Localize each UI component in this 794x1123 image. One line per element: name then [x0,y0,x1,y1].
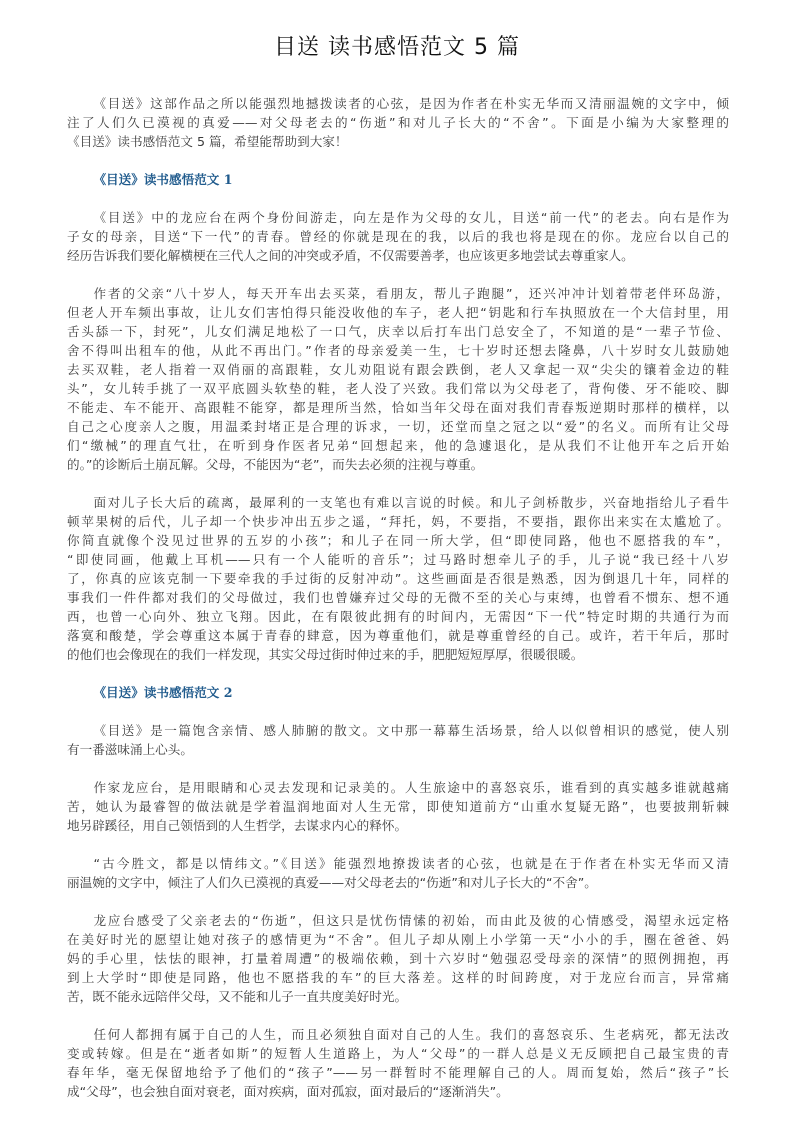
paragraph-line: 你简直就像个没见过世界的五岁的小孩”；和儿子在同一所大学，但“即使同路，他也不愿搭我的车”， [67,533,729,548]
paragraph [67,94,729,151]
paragraph-line: 成“父母”，也会独自面对衰老，面对疾病，面对孤寂，面对最后的“逐渐消失”。 [67,1084,509,1099]
paragraph [67,493,729,664]
document-body [67,94,729,1120]
paragraph-line: 变或转嫁。但是在“逝者如斯”的短暂人生道路上，为人“父母”的一群人总是义无反顾把自己最宝贵的青 [67,1046,729,1061]
paragraph-line: 顿苹果树的后代，儿子却一个快步冲出五步之遥，“拜托，妈，不要指，不要指，跟你出来实在太尴尬了。 [67,514,729,529]
paragraph-line: 丽温婉的文字中，倾注了人们久已漠视的真爱——对父母老去的“伤逝”和对儿子长大的“不舍”。 [67,875,597,890]
paragraph-line: 注了人们久已漠视的真爱——对父母老去的“伤逝”和对儿子长大的“不舍”。下面是小编为大家整理的 [67,115,729,130]
paragraph-line: 头”，女儿转手挑了一双平底圆头软垫的鞋，老人没了兴致。我们常以为父母老了，背佝偻、牙不能咬、脚 [67,381,729,396]
paragraph-line: 舍不得叫出租车的他，从此不再出门。”作者的母亲爱美一生，七十岁时还想去隆鼻，八十岁时女儿鼓励她 [67,343,729,358]
paragraph [67,1025,729,1101]
paragraph-line: “古今胜文，都是以情纬文。”《目送》能强烈地撩拨读者的心弦，也就是在于作者在朴实无华而又清 [93,856,729,871]
paragraph-line: 《目送》中的龙应台在两个身份间游走，向左是作为父母的女儿，目送“前一代”的老去。向右是作为 [93,210,729,225]
paragraph-line: 的他们也会像现在的我们一样发现，其实父母过街时伸过来的手，肥肥短短厚厚，很暖很暖。 [67,647,584,662]
paragraph-line: 西，也曾一心向外、独立飞翔。因此，在有限彼此拥有的时间内，无需因“下一代”特定时期的共通行为而 [67,609,729,624]
paragraph-line: 妈的手心里，怯怯的眼神，打量着周遭”的极端依赖，到十六岁时“勉强忍受母亲的深情”的照例拥抱，再 [67,951,729,966]
paragraph [67,911,729,1006]
paragraph-line: 作家龙应台，是用眼睛和心灵去发现和记录美的。人生旅途中的喜怒哀乐，谁看到的真实越多谁就越痛 [93,780,729,795]
paragraph-line: 面对儿子长大后的疏离，最犀利的一支笔也有难以言说的时候。和儿子剑桥散步，兴奋地指给儿子看牛 [93,495,729,510]
paragraph-line: 苦，她认为最睿智的做法就是学着温润地面对人生无常，即使知道前方“山重水复疑无路”，也要披荆斩棘 [67,799,729,814]
paragraph [67,208,729,265]
paragraph-line: 地另辟蹊径，用自己领悟到的人生哲学，去谋求内心的释怀。 [67,818,408,833]
paragraph-line: 有一番滋味涌上心头。 [67,742,193,757]
paragraph-line: 去买双鞋，老人指着一双俏丽的高跟鞋，女儿劝阻说有跟会跌倒，老人又拿起一双“尖尖的镶着金边的鞋 [67,362,729,377]
paragraph-line: 《目送》读书感悟范文 5 篇，希望能帮助到大家！ [67,134,348,149]
paragraph-line: 了，你真的应该克制一下要牵我的手过街的反射冲动”。这些画面是否很是熟悉，因为倒退几十年，同样的 [67,571,729,586]
paragraph-line: 们“缴械”的理直气壮，在听到身作医者兄弟“回想起来，他的急遽退化，是从我们不让他开车之后开始 [67,438,729,453]
paragraph-line: 龙应台感受了父亲老去的“伤逝”，但这只是忧伤情愫的初始，而由此及彼的心情感受，渴望永远定格 [93,913,729,928]
paragraph-line: 春年华，毫无保留地给予了他们的“孩子”——另一群暂时不能理解自己的人。周而复始，然后“孩子”长 [67,1065,729,1080]
paragraph [67,778,729,835]
paragraph-line: 《目送》是一篇饱含亲情、感人肺腑的散文。文中那一幕幕生活场景，给人以似曾相识的感觉，使人别 [93,723,729,738]
paragraph-line: 不能走、车不能开、高跟鞋不能穿，都是理所当然，恰如当年父母在面对我们青春叛逆期时那样的横样，以 [67,400,729,415]
paragraph-line: “即使同画，他戴上耳机——只有一个人能听的音乐”；过马路时想牵儿子的手，儿子说“我已经十八岁 [67,552,729,567]
paragraph-line: 自己之心度亲人之腹，用温柔封堵正是合理的诉求，一切，还堂而皇之冠之以“爱”的名义。而所有让父母 [67,419,729,434]
section-heading: 《目送》读书感悟范文 1 [93,172,233,187]
paragraph-line: 落寞和酸楚，学会尊重这本属于青春的肆意，因为尊重他们，就是尊重曾经的自己。或许，若干年后，那时 [67,628,729,643]
paragraph-line: 《目送》这部作品之所以能强烈地撼拨读者的心弦，是因为作者在朴实无华而又清丽温婉的文字中，倾 [93,96,729,111]
paragraph-line: 的。”的诊断后土崩瓦解。父母，不能因为“老”，而失去必须的注视与尊重。 [67,457,484,472]
paragraph-line: 苦，既不能永远陪伴父母，又不能和儿子一直共度美好时光。 [67,989,408,1004]
paragraph-line: 舌头舔一下，封死”，儿女们满足地松了一口气，庆幸以后打车出门总安全了，不知道的是“一辈子节俭、 [67,324,729,339]
paragraph-line: 事我们一件件都对我们的父母做过，我们也曾嫌弃过父母的无微不至的关心与束缚，也曾看不惯东、想不通 [67,590,729,605]
paragraph-line: 作者的父亲“八十岁人，每天开车出去买菜，看朋友，帮儿子跑腿”，还兴冲冲计划着带老伴环岛游， [93,286,729,301]
paragraph-line: 任何人都拥有属于自己的人生，而且必须独自面对自己的人生。我们的喜怒哀乐、生老病死，都无法改 [93,1027,729,1042]
paragraph-line: 经历告诉我们要化解横梗在三代人之间的冲突或矛盾，不仅需要善孝，也应该更多地尝试去尊重家人。 [67,248,634,263]
paragraph-line: 在美好时光的愿望让她对孩子的感情更为“不舍”。但儿子却从刚上小学第一天“小小的手，圈在爸爸、妈 [67,932,729,947]
document-title: 目送 读书感悟范文 5 篇 [274,35,520,60]
paragraph-line: 到上大学时“即使是同路，他也不愿搭我的车”的巨大落差。这样的时间跨度，对于龙应台而言，异常痛 [67,970,729,985]
paragraph-line: 但老人开车频出事故，让儿女们害怕得只能没收他的车子，老人把“钥匙和行车执照放在一个大信封里，用 [67,305,729,320]
paragraph [67,854,729,892]
paragraph-line: 子女的母亲，目送“下一代”的青春。曾经的你就是现在的我，以后的我也将是现在的你。龙应台以自己的 [67,229,729,244]
paragraph [67,721,729,759]
section-heading: 《目送》读书感悟范文 2 [93,685,233,700]
paragraph [67,284,729,474]
